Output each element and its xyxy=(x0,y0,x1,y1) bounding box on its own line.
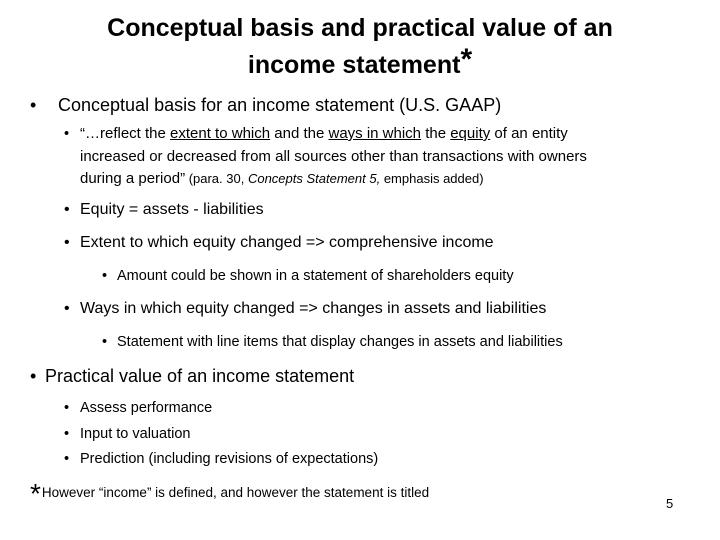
extent-item: Extent to which equity changed => comprehensive income xyxy=(80,234,494,251)
title-line-1: Conceptual basis and practical value of an xyxy=(107,14,613,42)
footnote-text: However “income” is defined, and however the statement is titled xyxy=(41,485,430,500)
ways-subitem: Statement with line items that display changes in assets and liabilities xyxy=(117,334,563,350)
title-line-2 xyxy=(40,44,680,81)
extent-subitem: Amount could be shown in a statement of shareholders equity xyxy=(117,268,514,284)
practical-value-item: Assess performance xyxy=(80,400,213,416)
quote-text: the xyxy=(421,125,451,142)
title-asterisk: * xyxy=(460,43,473,76)
bullet-icon: • xyxy=(30,366,37,386)
footnote xyxy=(30,478,429,510)
bullet-icon: • xyxy=(30,95,37,115)
slide-title xyxy=(40,12,680,81)
quote-line-1 xyxy=(80,125,568,142)
bullet-icon: • xyxy=(64,126,70,142)
equity-definition: Equity = assets - liabilities xyxy=(80,201,264,218)
quote-text: of an entity xyxy=(490,125,568,142)
practical-value-item: Prediction (including revisions of expectations) xyxy=(80,451,379,467)
bullet-icon: • xyxy=(64,400,70,416)
citation-text: emphasis added) xyxy=(380,171,484,186)
quote-text: “…reflect the xyxy=(80,125,171,142)
quote-line-2: increased or decreased from all sources other than transactions with owners xyxy=(80,148,587,165)
bullet-icon: • xyxy=(102,268,108,284)
practical-value-item: Input to valuation xyxy=(80,426,191,442)
footnote-asterisk: * xyxy=(30,478,41,509)
quote-line-3 xyxy=(80,170,484,187)
bullet-icon: • xyxy=(102,334,108,350)
quote-emphasis-ways: ways in which xyxy=(328,125,422,142)
quote-emphasis-equity: equity xyxy=(450,125,491,142)
bullet-icon: • xyxy=(64,234,70,251)
quote-text: and the xyxy=(270,125,329,142)
ways-item: Ways in which equity changed => changes in assets and liabilities xyxy=(80,300,547,317)
citation-source: Concepts Statement 5, xyxy=(247,171,381,186)
citation-text: (para. 30, xyxy=(185,171,248,186)
title-line-2-text: income statement xyxy=(247,51,461,79)
practical-value-heading: Practical value of an income statement xyxy=(45,366,355,386)
quote-emphasis-extent: extent to which xyxy=(170,125,271,142)
page-number: 5 xyxy=(666,496,674,511)
quote-citation xyxy=(185,171,483,186)
bullet-icon: • xyxy=(64,300,70,317)
bullet-icon: • xyxy=(64,451,70,467)
bullet-icon: • xyxy=(64,426,70,442)
quote-text: during a period” xyxy=(80,170,186,187)
bullet-icon: • xyxy=(64,201,70,218)
conceptual-basis-heading: Conceptual basis for an income statement (U.S. GAAP) xyxy=(58,95,502,115)
